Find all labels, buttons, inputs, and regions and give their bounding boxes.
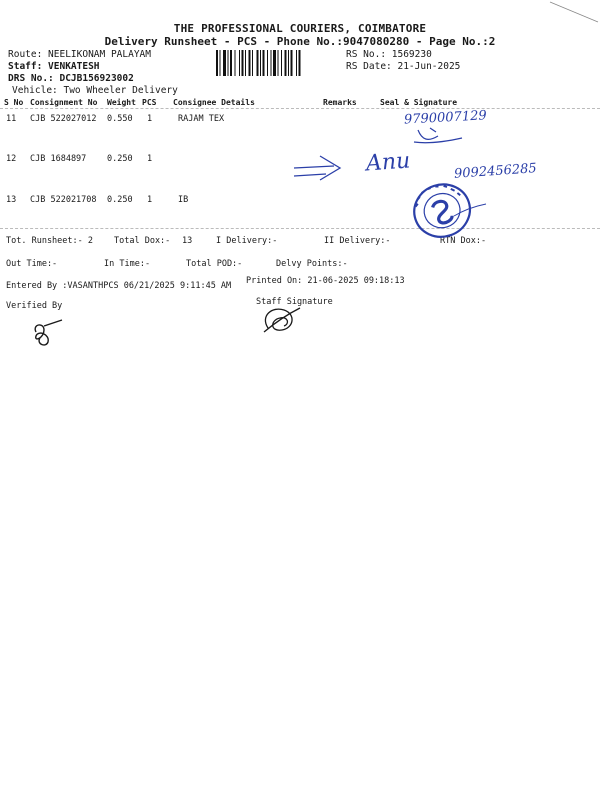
col-header-weight: Weight bbox=[107, 98, 136, 107]
row-pcs: 1 bbox=[147, 195, 153, 205]
row-consignment: CJB 522021708 bbox=[30, 195, 97, 205]
rs-number: RS No.: 1569230 bbox=[346, 49, 432, 60]
header-divider bbox=[0, 108, 600, 109]
col-header-remarks: Remarks bbox=[323, 98, 357, 107]
verified-by-label: Verified By bbox=[6, 301, 63, 311]
entered-by: Entered By :VASANTHPCS 06/21/2025 9:11:45 AM bbox=[6, 281, 232, 291]
staff-label: Staff: VENKATESH bbox=[8, 61, 100, 72]
row-sno: 12 bbox=[6, 154, 17, 164]
row-sno: 11 bbox=[6, 114, 17, 124]
verified-by-signature-icon bbox=[28, 316, 68, 350]
row-consignment: CJB 1684897 bbox=[30, 154, 87, 164]
row-sno: 13 bbox=[6, 195, 17, 205]
row-weight: 0.550 bbox=[107, 114, 133, 124]
row11-handwritten-phone: 9790007129 bbox=[403, 108, 488, 128]
row-weight: 0.250 bbox=[107, 154, 133, 164]
col-header-sno: S No bbox=[4, 98, 24, 107]
row-pcs: 1 bbox=[147, 154, 153, 164]
delvy-points: Delvy Points:- bbox=[276, 259, 348, 269]
runsheet-title: Delivery Runsheet - PCS - Phone No.:9047080280 - Page No.:2 bbox=[104, 35, 496, 48]
staff-signature-label: Staff Signature bbox=[256, 297, 333, 307]
vehicle-label: Vehicle: Two Wheeler Delivery bbox=[12, 85, 178, 96]
i-delivery: I Delivery:- bbox=[216, 236, 278, 246]
table-divider bbox=[0, 228, 600, 229]
row12-arrow-icon bbox=[290, 152, 346, 186]
in-time: In Time:- bbox=[104, 259, 151, 269]
corner-fold-mark bbox=[548, 0, 600, 24]
row12-handwritten-name: Anu bbox=[365, 148, 412, 177]
col-header-consignee: Consignee Details bbox=[173, 98, 255, 107]
row-weight: 0.250 bbox=[107, 195, 133, 205]
row-consignee: RAJAM TEX bbox=[178, 114, 225, 124]
company-stamp-icon bbox=[404, 178, 490, 242]
row12-handwritten-phone: 9092456285 bbox=[453, 161, 538, 182]
ii-delivery: II Delivery:- bbox=[324, 236, 391, 246]
out-time: Out Time:- bbox=[6, 259, 58, 269]
staff-signature-icon bbox=[258, 302, 304, 336]
printed-on: Printed On: 21-06-2025 09:18:13 bbox=[246, 276, 405, 286]
drs-number: DRS No.: DCJB156923002 bbox=[8, 73, 134, 84]
row-consignee: IB bbox=[178, 195, 189, 205]
company-name: THE PROFESSIONAL COURIERS, COIMBATORE bbox=[173, 22, 427, 35]
drs-barcode bbox=[216, 50, 338, 76]
route-label: Route: NEELIKONAM PALAYAM bbox=[8, 49, 151, 60]
row-pcs: 1 bbox=[147, 114, 153, 124]
barcode-icon bbox=[216, 50, 338, 76]
total-runsheet: Tot. Runsheet:- 2 bbox=[6, 236, 93, 246]
col-header-consignment: Consignment No bbox=[30, 98, 98, 107]
rtn-dox: RTN Dox:- bbox=[440, 236, 487, 246]
total-pod: Total POD:- bbox=[186, 259, 243, 269]
total-dox-label: Total Dox:- bbox=[114, 236, 171, 246]
total-dox-value: 13 bbox=[182, 236, 193, 246]
col-header-pcs: PCS bbox=[142, 98, 157, 107]
row-consignment: CJB 522027012 bbox=[30, 114, 97, 124]
row11-signature-icon bbox=[408, 122, 468, 148]
col-header-seal: Seal & Signature bbox=[380, 98, 458, 107]
rs-date: RS Date: 21-Jun-2025 bbox=[346, 61, 461, 72]
